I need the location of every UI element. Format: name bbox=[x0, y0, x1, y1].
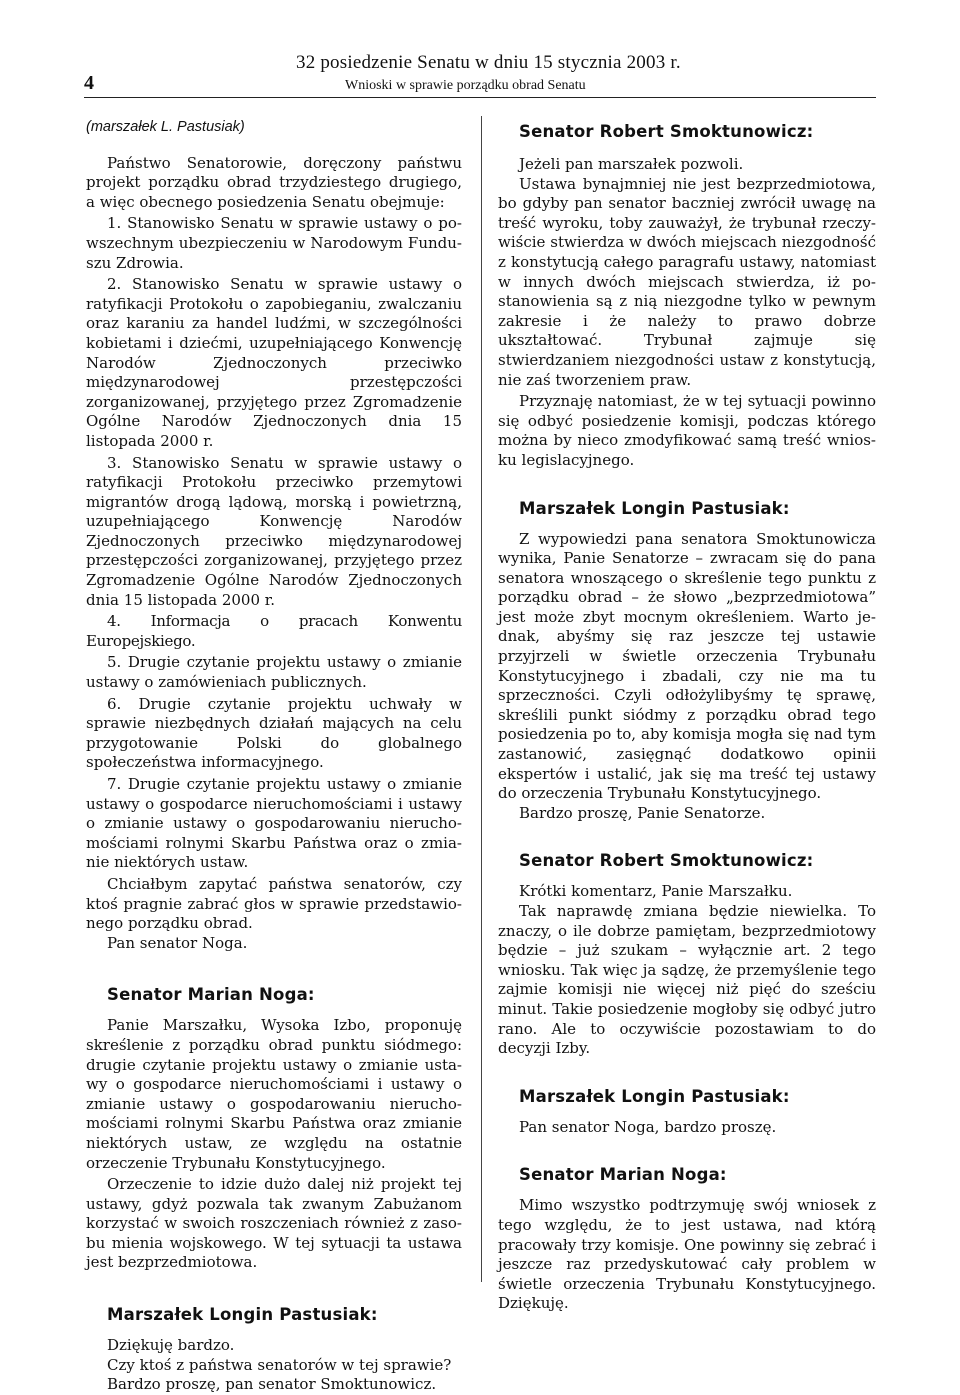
paragraph: Krótki komentarz, Panie Marszałku. bbox=[519, 882, 793, 901]
paragraph: Ustawa bynajmniej nie jest bezprzedmiotowa, bo gdyby pan senator baczniej zwrócił uwagę na treść wyroku, toby zauważył, że trybunał rzeczywiście stwierdza w dwóch miejscach niezgodność z konstytucją całego paragrafu ustawy, natomiast w innych dwóch miejscach stwierdza, iż postanowienia są z nią niezgodne tylko w pewnym zakresie i że należy to prawo dobrze ukształtować. Trybunał zajmuje się stwierdzaniem niezgodności ustaw z konstytucją, nie zaś tworzeniem praw. bbox=[498, 174, 876, 389]
paragraph: Orzeczenie to idzie dużo dalej niż projekt tej ustawy, gdyż pozwala tak zwanym Zabużanom korzystać w swoich roszczeniach również z zasobu mienia wojskowego. W tej sytuacji ta ustawa jest bezprzedmiotowa. bbox=[86, 1175, 462, 1272]
paragraph: Czy ktoś z państwa senatorów w tej sprawie? bbox=[107, 1355, 452, 1374]
running-header-subtitle: Wnioski w sprawie porządku obrad Senatu bbox=[345, 78, 586, 93]
speaker-heading: Marszałek Longin Pastusiak: bbox=[107, 1305, 378, 1325]
agenda-item-3: 3. Stanowisko Senatu w sprawie ustawy o ratyfikacji Protokołu przeciwko przemytowi migrantów drogą lądową, morską i powietrzną, uzupełniającego Konwencję Narodów Zjednoczonych przeciwko międzynarodowej przestępczości zorganizowanej, przyjętego przez Zgromadzenie Ogólne Narodów Zjednoczonych dnia 15 listopada 2000 r. bbox=[86, 453, 462, 609]
paragraph: Przyznaję natomiast, że w tej sytuacji powinno się odbyć posiedzenie komisji, podczas którego można by nieco zmodyfikować samą treść wniosku legislacyjnego. bbox=[498, 392, 876, 469]
page-number: 4 bbox=[84, 72, 94, 94]
paragraph: Mimo wszystko podtrzymuję swój wniosek z tego względu, że to jest ustawa, nad którą pracowały trzy komisje. One powinny się zebrać i jeszcze raz przedyskutować cały problem w świetle orzeczenia Trybunału Konstytucyjnego. Dziękuję. bbox=[498, 1196, 876, 1313]
paragraph: Panie Marszałku, Wysoka Izbo, proponuję skreślenie z porządku obrad punktu siódmego: drugie czytanie projektu ustawy o zmianie ustawy o gospodarce nieruchomościami i ustawy o zmianie ustawy o gospodarowaniu nieruchomościami rolnymi Skarbu Państwa oraz zmianie niektórych ustaw, ze względu na ostatnie orzeczenie Trybunału Konstytucyjnego. bbox=[86, 1016, 462, 1172]
agenda-item-5: 5. Drugie czytanie projektu ustawy o zmianie ustawy o zamówieniach publicznych. bbox=[86, 653, 462, 692]
speaker-heading: Senator Robert Smoktunowicz: bbox=[519, 122, 814, 141]
header-rule bbox=[84, 97, 876, 98]
paragraph: Państwo Senatorowie, doręczony państwu projekt porządku obrad trzydziestego drugiego, a więc obecnego posiedzenia Senatu obejmuje: bbox=[86, 153, 462, 211]
paragraph: Bardzo proszę, Panie Senatorze. bbox=[519, 803, 766, 822]
speaker-heading: Senator Marian Noga: bbox=[107, 985, 315, 1005]
agenda-item-1: 1. Stanowisko Senatu w sprawie ustawy o powszechnym ubezpieczeniu w Narodowym Funduszu Zdrowia. bbox=[86, 214, 462, 272]
paragraph: Pan senator Noga, bardzo proszę. bbox=[519, 1117, 777, 1136]
paragraph: Bardzo proszę, pan senator Smoktunowicz. bbox=[107, 1375, 437, 1394]
paragraph: Jeżeli pan marszałek pozwoli. bbox=[519, 155, 744, 173]
paragraph: Chciałbym zapytać państwa senatorów, czy ktoś pragnie zabrać głos w sprawie przedstawionego porządku obrad. bbox=[86, 874, 462, 933]
agenda-item-2: 2. Stanowisko Senatu w sprawie ustawy o ratyfikacji Protokołu o zapobieganiu, zwalczaniu oraz karaniu za handel ludźmi, w szczególności kobietami i dziećmi, uzupełniającego Konwencję Narodów Zjednoczonych przeciwko międzynarodowej przestępczości zorganizowanej, przyjętego przez Zgromadzenie Ogólne Narodów Zjednoczonych dnia 15 listopada 2000 r. bbox=[86, 275, 462, 450]
speaker-continued-label: (marszałek L. Pastusiak) bbox=[86, 119, 245, 135]
speaker-heading: Senator Robert Smoktunowicz: bbox=[519, 851, 814, 871]
speaker-heading: Marszałek Longin Pastusiak: bbox=[519, 1086, 790, 1106]
speaker-heading: Marszałek Longin Pastusiak: bbox=[519, 498, 790, 518]
paragraph: Tak naprawdę zmiana będzie niewielka. To znaczy, o ile dobrze pamiętam, bezprzedmiotowy będzie – już szukam – wyłącznie art. 2 tego wniosku. Tak więc ja sądzę, że przemyślenie tego zajmie komisji nie więcej niż pięć do sześciu minut. Takie posiedzenie mogłoby się odbyć jutro rano. Ale to oczywiście pozostawiam to do decyzji Izby. bbox=[498, 902, 876, 1058]
left-column bbox=[86, 118, 462, 1395]
paragraph: Z wypowiedzi pana senatora Smoktunowicza wynika, Panie Senatorze – zwracam się do pana senatora wnoszącego o skreślenie tego punktu z porządku obrad – że słowo „bezprzedmiotowa” jest może zbyt mocnym określeniem. Warto jednak, abyśmy się raz jeszcze tej ustawie przyjrzeli w świetle orzeczenia Trybunału Konstytucyjnego i zbadali, czy nie ma tu sprzeczności. Czyli odłożylibyśmy tę sprawę, skreślili punkt siódmy z porządku obrad tego posiedzenia po to, aby komisja mogła się nad tym zastanowić, zasięgnąć dodatkowo opinii ekspertów i ustalić, jak się ma treść tej ustawy do orzeczenia Trybunału Konstytucyjnego. bbox=[498, 529, 876, 803]
agenda-item-7: 7. Drugie czytanie projektu ustawy o zmianie ustawy o gospodarce nieruchomościami i ustawy o zmianie ustawy o gospodarowaniu nieruchomościami rolnymi Skarbu Państwa oraz o zmianie niektórych ustaw. bbox=[86, 775, 462, 872]
right-column bbox=[498, 118, 876, 1314]
agenda-item-4: 4. Informacja o pracach Konwentu Europejskiego. bbox=[86, 612, 462, 650]
speaker-heading: Senator Marian Noga: bbox=[519, 1165, 727, 1185]
running-header-title: 32 posiedzenie Senatu w dniu 15 stycznia 2003 r. bbox=[296, 52, 681, 73]
paragraph: Pan senator Noga. bbox=[107, 933, 248, 952]
column-divider bbox=[481, 116, 482, 1282]
paragraph: Dziękuję bardzo. bbox=[107, 1336, 235, 1355]
agenda-item-6: 6. Drugie czytanie projektu uchwały w sprawie niezbędnych działań mających na celu przygotowanie Polski do globalnego społeczeństwa informacyjnego. bbox=[86, 694, 462, 772]
